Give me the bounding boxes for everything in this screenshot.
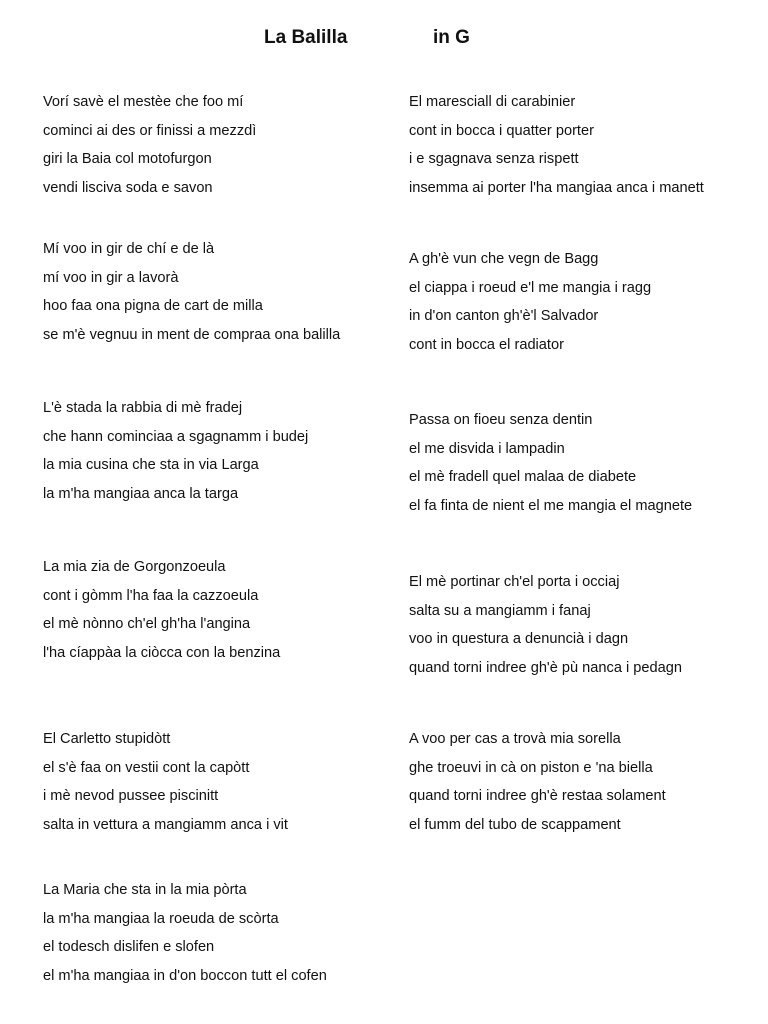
stanza	[43, 725, 288, 840]
lyric-line: insemma ai porter l'ha mangiaa anca i manett	[409, 180, 704, 197]
song-title: La Balilla	[264, 27, 348, 48]
stanza	[409, 88, 704, 203]
lyric-line: la m'ha mangiaa la roeuda de scòrta	[43, 910, 279, 927]
lyric-line: el todesch dislifen e slofen	[43, 939, 215, 956]
lyric-line: se m'è vegnuu in ment de compraa ona balilla	[43, 327, 341, 344]
lyric-line: quand torni indree gh'è pù nanca i pedagn	[409, 660, 682, 677]
lyric-line: cont in bocca i quatter porter	[409, 122, 594, 139]
lyric-line: A gh'è vun che vegn de Bagg	[409, 251, 599, 267]
lyric-line: L'è stada la rabbia di mè fradej	[43, 400, 243, 416]
stanza	[43, 394, 308, 509]
lyric-line: A voo per cas a trovà mia sorella	[409, 731, 621, 747]
lyric-line: el fumm del tubo de scappament	[409, 817, 621, 834]
lyric-line: el fa finta de nient el me mangia el magnete	[409, 498, 693, 515]
lyric-line: la m'ha mangiaa anca la targa	[43, 486, 239, 503]
stanza	[43, 876, 327, 991]
lyric-line: i e sgagnava senza rispett	[409, 151, 579, 168]
lyric-line: La mia zia de Gorgonzoeula	[43, 559, 226, 575]
lyric-line: el ciappa i roeud e'l me mangia i ragg	[409, 279, 652, 296]
lyric-line: el me disvida i lampadin	[409, 440, 565, 457]
lyric-line: vendi lisciva soda e savon	[43, 180, 213, 197]
stanza	[409, 568, 682, 683]
lyric-line: el mè nònno ch'el gh'ha l'angina	[43, 616, 251, 633]
lyric-line: El mè portinar ch'el porta i occiaj	[409, 574, 620, 590]
lyric-line: El maresciall di carabinier	[409, 94, 576, 110]
stanza	[43, 553, 280, 668]
lyric-line: Passa on fioeu senza dentin	[409, 412, 593, 428]
lyric-line: salta in vettura a mangiamm anca i vit	[43, 817, 288, 834]
stanza	[409, 245, 651, 360]
lyric-line: voo in questura a denuncià i dagn	[409, 631, 629, 648]
song-key: in G	[433, 27, 470, 48]
lyric-line: el s'è faa on vestii cont la capòtt	[43, 759, 250, 776]
lyric-line: Mí voo in gir de chí e de là	[43, 241, 215, 257]
lyric-line: mí voo in gir a lavorà	[43, 269, 179, 286]
lyric-line: Vorí savè el mestèe che foo mí	[43, 94, 244, 110]
page-title	[0, 27, 768, 53]
lyric-line: cont in bocca el radiator	[409, 337, 564, 354]
lyric-line: El Carletto stupidòtt	[43, 731, 171, 747]
lyric-line: che hann cominciaa a sgagnamm i budej	[43, 428, 309, 445]
lyric-line: cont i gòmm l'ha faa la cazzoeula	[43, 587, 259, 604]
lyric-line: i mè nevod pussee piscinitt	[43, 788, 219, 805]
stanza	[409, 406, 692, 521]
lyric-line: in d'on canton gh'è'l Salvador	[409, 308, 599, 325]
stanza	[43, 235, 340, 350]
lyric-line: l'ha cíappàa la ciòcca con la benzina	[43, 645, 281, 662]
lyric-line: salta su a mangiamm i fanaj	[409, 602, 591, 619]
lyric-line: ghe troeuvi in cà on piston e 'na biella	[409, 759, 653, 776]
lyric-line: el m'ha mangiaa in d'on boccon tutt el cofen	[43, 968, 327, 985]
lyric-line: el mè fradell quel malaa de diabete	[409, 469, 637, 486]
stanza	[43, 88, 256, 203]
lyric-line: hoo faa ona pigna de cart de milla	[43, 298, 263, 315]
lyric-line: giri la Baia col motofurgon	[43, 151, 212, 168]
stanza	[409, 725, 666, 840]
lyric-line: La Maria che sta in la mia pòrta	[43, 882, 247, 898]
lyric-line: cominci ai des or finissi a mezzdì	[43, 122, 257, 139]
lyric-line: la mia cusina che sta in via Larga	[43, 457, 259, 474]
lyric-line: quand torni indree gh'è restaa solament	[409, 788, 666, 805]
